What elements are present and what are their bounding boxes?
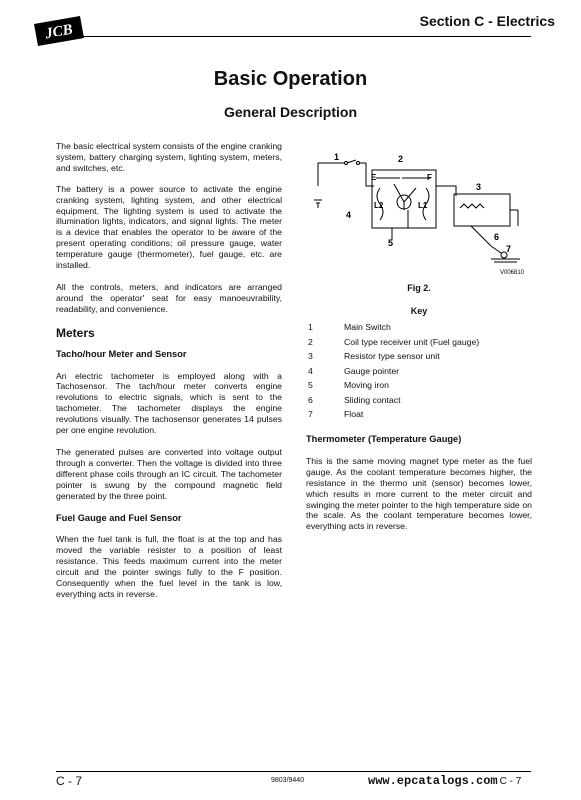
paragraph-fuel: When the fuel tank is full, the float is at the top and has moved the variable resister to a position of least resistance. This feeds maximum current into the meter circuit and the pointer swings fully to the F position. Consequently when the fuel level in the tank is low, everything acts in reverse. <box>56 534 282 599</box>
footer-watermark: www.epcatalogs.com C - 7 <box>368 774 522 788</box>
fuel-heading: Fuel Gauge and Fuel Sensor <box>56 513 182 524</box>
section-title: Section C - Electrics <box>419 13 555 29</box>
footer-page-number-right: C - 7 <box>499 776 522 787</box>
left-column <box>56 141 282 600</box>
key-heading: Key <box>410 306 428 316</box>
jcb-logo <box>30 14 86 48</box>
paragraph-controls: All the controls, meters, and indicators are arranged around the operator' seat for easy manoeuvrability, readability, and convenience. <box>56 281 282 314</box>
paragraph-thermometer: This is the same moving magnet type meter as the fuel gauge. As the coolant temperature becomes higher, the resistance in the thermo unit (sensor) becomes lower, which results in more current to the meter circuit and swinging the meter pointer to the high temperature side on the scale. As the coolant temperature becomes lower, everything acts in reverse. <box>306 455 532 532</box>
label-l2: L2 <box>374 201 384 210</box>
circuit-diagram <box>306 148 532 278</box>
callout-7: 7 <box>506 244 512 254</box>
callout-5: 5 <box>388 238 394 248</box>
callout-4: 4 <box>346 210 352 220</box>
paragraph-tachometer: An electric tachometer is employed along with a Tachosensor. The tach/hour meter converts engine revolutions to electric signals, which is sent to the tachometer. The tachometer displays the engine revolutions visually. The tachosensor generates 14 pulses per one engine revolution. <box>56 370 282 436</box>
label-f: F <box>427 173 432 182</box>
logo-text: JCB <box>44 21 74 43</box>
callout-2: 2 <box>398 154 404 164</box>
label-e: E <box>371 173 377 182</box>
callout-6: 6 <box>494 232 500 242</box>
meters-heading: Meters <box>56 325 95 340</box>
tacho-heading: Tacho/hour Meter and Sensor <box>56 348 187 359</box>
paragraph-pulses: The generated pulses are converted into voltage output through a converter. Then the voltage is divided into three different phase coils through an IC circuit. The tachometer pointer is swung by the compound magnetic field generated by the three point. <box>56 446 282 501</box>
paragraph-battery: The battery is a power source to activate the engine cranking system, lighting system, and other electrical equipment. The lighting system is used to activate the illumination lights, indicators, and signal lights. The meter is a device that enables the operator to be aware of the present operating conditions; oil pressure gauge, water temperature gauge (thermometer), fuel gauge, etc. are installed. <box>56 183 282 271</box>
header-rule <box>56 36 531 37</box>
callout-1: 1 <box>334 152 340 162</box>
footer-page-number: C - 7 <box>56 774 83 788</box>
right-column <box>306 434 532 532</box>
footer-doc-code: 9803/9440 <box>271 777 305 784</box>
thermo-heading: Thermometer (Temperature Gauge) <box>306 434 462 444</box>
footer-rule <box>56 771 531 772</box>
callout-3: 3 <box>476 182 482 192</box>
figure-caption: Fig 2. <box>407 283 431 293</box>
page-subtitle: General Description <box>223 104 358 120</box>
page-title: Basic Operation <box>213 68 368 90</box>
paragraph-basic-system: The basic electrical system consists of the engine cranking system, battery charging system, lighting system, meters, and switches, etc. <box>56 141 282 173</box>
figure-ref: V006810 <box>500 270 525 276</box>
label-l1: L1 <box>418 201 428 210</box>
